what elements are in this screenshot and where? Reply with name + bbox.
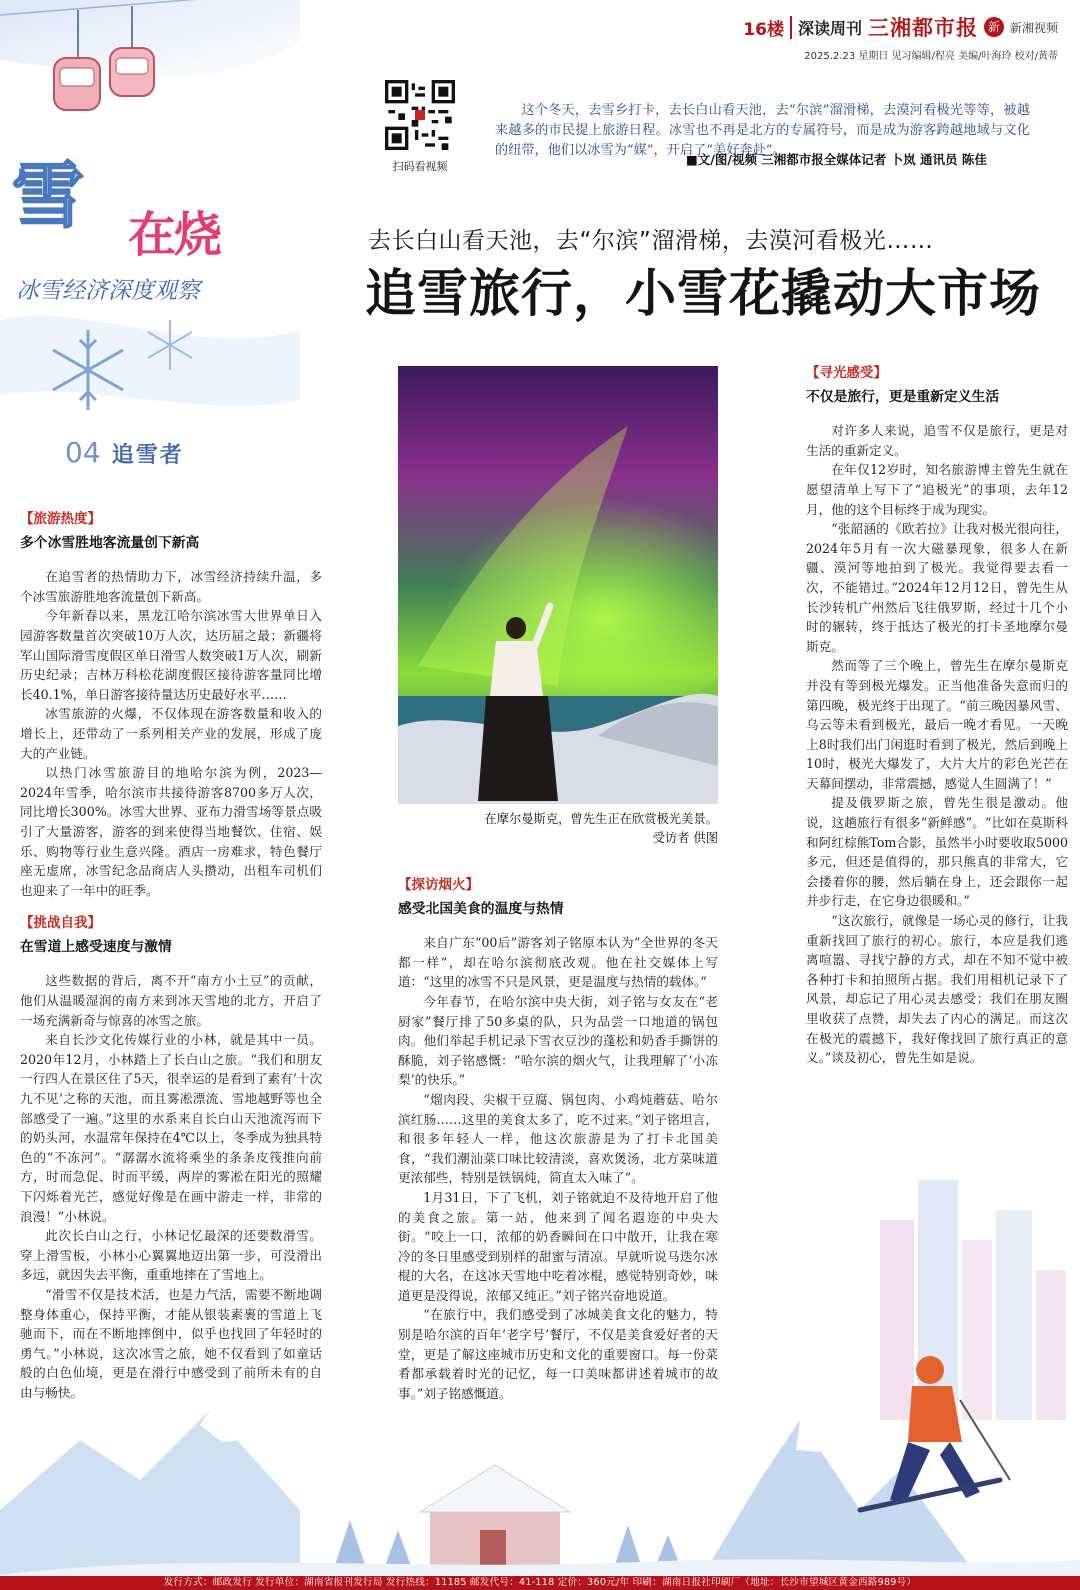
paragraph: 冰雪旅游的火爆，不仅体现在游客数量和收入的增长上，还带动了一系列相关产业的发展，形成了庞大的产业链。 [20, 706, 322, 761]
paragraph: “熘肉段、尖椒干豆腐、锅包肉、小鸡炖蘑菇、哈尔滨红肠……这里的美食太多了，吃不过来。”刘子铭坦言，和很多年轻人一样，他这次旅游是为了打卡北国美食，“我们潮汕菜口味比较清淡，喜欢煲汤，北方菜味道更浓郁些，特别是铁锅炖，简直太入味了”。 [398, 1091, 718, 1186]
paper-name: 三湘都市报 [867, 16, 978, 40]
snow-scenery-art [0, 1180, 1080, 1580]
caption-line: 在摩尔曼斯克，曾先生正在欣赏极光美景。 [484, 812, 718, 826]
section-title: 感受北国美食的温度与热情 [398, 900, 564, 917]
paragraph: 1月31日，下了飞机，刘子铭就迫不及待地开启了他的美食之旅。第一站，他来到了闻名遐迩的中央大街。“咬上一口，浓郁的奶香瞬间在口中散开，让我在寒冷的冬日里感受到别样的甜蜜与清凉。早就听说马迭尔冰棍的大名，在这冰天雪地中吃着冰棍，感觉特别奇妙，味道更是没得说，浓郁又纯正。”刘子铭兴奋地说道。 [398, 1189, 718, 1303]
aurora-photo [398, 366, 718, 804]
paragraph: “滑雪不仅是技术活，也是力气活，需要不断地调整身体重心，保持平衡，才能从银装素裹的雪道上飞驰而下，而在不断地摔倒中，似乎也找回了年轻时的勇气。”小林说，这次冰雪之旅，她不仅看到了如童话般的白色仙境，更是在滑行中感受到了前所未有的自由与畅快。 [20, 1286, 322, 1400]
paragraph: 今年新春以来，黑龙江哈尔滨冰雪大世界单日入园游客数量首次突破10万人次，达历届之最；新疆将军山国际滑雪度假区单日滑雪人数突破1万人次，刷新历史纪录；吉林万科松花湖度假区接待游客量同比增长40.1%，单日游客接待量达历史最好水平…… [20, 608, 322, 702]
page-floor: 16楼 [743, 19, 784, 40]
section-tag: 【探访烟火】 [398, 877, 479, 893]
feature-title-sub: 冰雪经济深度观察 [16, 278, 200, 304]
paragraph: 来自长沙文化传媒行业的小林，就是其中一员。2020年12月，小林踏上了长白山之旅。“我们和朋友一行四人在景区住了5天，很幸运的是看到了素有‘十次九不见’之称的天池，而且雾凇漂流、雪地越野等也全部感受了一遍。”这里的水系来自长白山天池流泻而下的奶头河，水温常年保持在4℃以上，冬季成为独具特色的“不冻河”。“潺潺水流将乘坐的条条皮筏推向前方，时而急促、时而平缓，两岸的雾凇在阳光的照耀下闪烁着光芒，感觉好像是在画中游走一样，非常的浪漫！”小林说。 [20, 1032, 322, 1224]
issue-meta: 2025.2.23 星期日 见习编辑/程亮 美编/叶海玲 校对/黄蒂 [804, 51, 1058, 62]
column-3 [806, 364, 1068, 1068]
photo-caption [398, 810, 718, 848]
subheadline: 去长白山看天池，去“尔滨”溜滑梯，去漠河看极光…… [368, 228, 934, 254]
section-title: 多个冰雪胜地客流量创下新高 [20, 534, 200, 551]
city-skyline [880, 1180, 1066, 1420]
section-title: 在雪道上感受速度与激情 [20, 938, 172, 955]
paragraph: 今年春节，在哈尔滨中央大街，刘子铭与女友在“老厨家”餐厅排了50多桌的队，只为品尝一口地道的锅包肉。他们举起手机记录下雪衣豆沙的蓬松和奶香手撕饼的酥脆，刘子铭感慨：“哈尔滨的烟火气，让我理解了‘小冻梨’的快乐。” [398, 993, 718, 1088]
footer-bar: 发行方式：邮政发行 发行单位：湖南省报刊发行局 发行热线：11185 邮发代号：41-118 定价：360元/年 印刷：湖南日报社印刷厂（地址：长沙市望城区黄金西路989号） [0, 1576, 1080, 1590]
section-number: 04 [65, 436, 101, 469]
app-name: 新湘视频 [1009, 20, 1058, 35]
paragraph: 在年仅12岁时，知名旅游博主曾先生就在愿望清单上写下了“追极光”的事项，去年12月，他的这个目标终于成为现实。 [806, 462, 1068, 517]
feature-title-accent: 在烧 [128, 207, 221, 263]
qr-code-icon[interactable] [385, 80, 455, 150]
section-tag: 【挑战自我】 [20, 915, 101, 932]
paragraph: 以热门冰雪旅游目的地哈尔滨为例，2023—2024年雪季，哈尔滨市共接待游客8700多万人次，同比增长300%。冰雪大世界、亚布力滑雪场等景点吸引了大量游客，游客的到来使得当地餐饮、住宿、娱乐、购物等行业生意兴隆。酒店一房难求，特色餐厅座无虚席，冰雪纪念品商店人头攒动，出租车司机们也迎来了一年中的旺季。 [20, 765, 322, 898]
paragraph: 对许多人来说，追雪不仅是旅行，更是对生活的重新定义。 [806, 423, 1068, 458]
paragraph: “这次旅行，就像是一场心灵的修行，让我重新找回了旅行的初心。旅行，本应是我们逃离喧嚣、寻找宁静的方式，却在不知不觉中被各种打卡和拍照所占据。我们用相机记录下了风景，却忘记了用心灵去感受；我们在朋友圈里收获了点赞，却失去了内心的满足。而这次在极光的震撼下，我好像找回了旅行真正的意义。”谈及初心，曾先生如是说。 [806, 913, 1068, 1066]
paragraph: 提及俄罗斯之旅，曾先生很是激动。他说，这趟旅行有很多“新鲜感”。“比如在莫斯科和阿红棕熊Tom合影，虽然半小时要收取5000多元，但还是值得的，那只熊真的非常大，它会搂着你的腰，然后躺在身上，还会跟你一起并步行走，在它身边很暖和。” [806, 795, 1068, 909]
paragraph: 这些数据的背后，离不开“南方小土豆”的贡献，他们从温暖湿润的南方来到冰天雪地的北方，开启了一场充满新奇与惊喜的冰雪之旅。 [20, 973, 322, 1028]
xinhuan-logo-icon: 新 [984, 17, 1004, 37]
caption-credit: 受访者 供图 [652, 831, 718, 845]
byline: ■文/图/视频 三湘都市报全媒体记者 卜岚 通讯员 陈佳 [686, 152, 987, 167]
feature-title-main: 雪 [12, 153, 79, 238]
section-tag: 【寻光感受】 [806, 365, 887, 381]
section-name: 追雪者 [111, 443, 184, 468]
intro-paragraph: 这个冬天，去雪乡打卡，去长白山看天池，去“尔滨”溜滑梯，去漠河看极光等等，被越来越多的市民提上旅游日程。冰雪也不再是北方的专属符号，而是成为游客跨越地域与文化的纽带，他们以冰雪为“媒”，开启了“美好奔赴”。 [495, 103, 1030, 159]
paragraph: 然而等了三个晚上，曾先生在摩尔曼斯克并没有等到极光爆发。正当他准备失意而归的第四晚，极光终于出现了。“前三晚因暴风雪、乌云等未看到极光，最后一晚才看见。一天晚上8时我们出门闲逛时看到了极光，然后到晚上10时，极光大爆发了，大片大片的彩色光芒在天幕间摆动，非常震撼，感觉人生圆满了！” [806, 658, 1068, 791]
paragraph: 此次长白山之行，小林记忆最深的还要数滑雪。穿上滑雪板，小林小心翼翼地迈出第一步，可没滑出多远，就因失去平衡，重重地摔在了雪地上。 [20, 1228, 322, 1283]
paragraph: “张韶涵的《欧若拉》让我对极光很向往，2024年5月有一次大磁暴现象，很多人在新疆、漠河等地拍到了极光。我觉得要去看一次，不能错过。”2024年12月12日，曾先生从长沙转机广州然后飞往俄罗斯，经过十几个小时的辗转，终于抵达了极光的打卡圣地摩尔曼斯克。 [806, 521, 1068, 654]
paragraph: 来自广东“00后”游客刘子铭原本认为“全世界的冬天都一样”，却在哈尔滨彻底改观。他在社交媒体上写道：“这里的冰雪不只是风景，更是温度与热情的载体。” [398, 935, 718, 990]
section-weekly: 深读周刊 [790, 16, 862, 39]
section-label [65, 436, 184, 469]
qr-block[interactable] [379, 80, 461, 174]
headline: 追雪旅行，小雪花撬动大市场 [365, 265, 1042, 324]
section-title: 不仅是旅行，更是重新定义生活 [806, 388, 1000, 405]
masthead [743, 12, 1058, 62]
article-section-tourism-heat [20, 510, 322, 900]
paragraph: “在旅行中，我们感受到了冰城美食文化的魅力，特别是哈尔滨的百年‘老字号’餐厅，不仅是美食爱好者的天堂，更是了解这座城市历史和文化的重要窗口。每一份菜肴都承载着时光的记忆，每一口美味都讲述着城市的故事。”刘子铭感慨道。 [398, 1307, 718, 1401]
cabin [420, 1465, 570, 1570]
paragraph: 在追雪者的热情助力下，冰雪经济持续升温，多个冰雪旅游胜地客流量创下新高。 [20, 569, 322, 604]
qr-label: 扫码看视频 [392, 160, 448, 173]
section-tag: 【旅游热度】 [20, 511, 101, 527]
